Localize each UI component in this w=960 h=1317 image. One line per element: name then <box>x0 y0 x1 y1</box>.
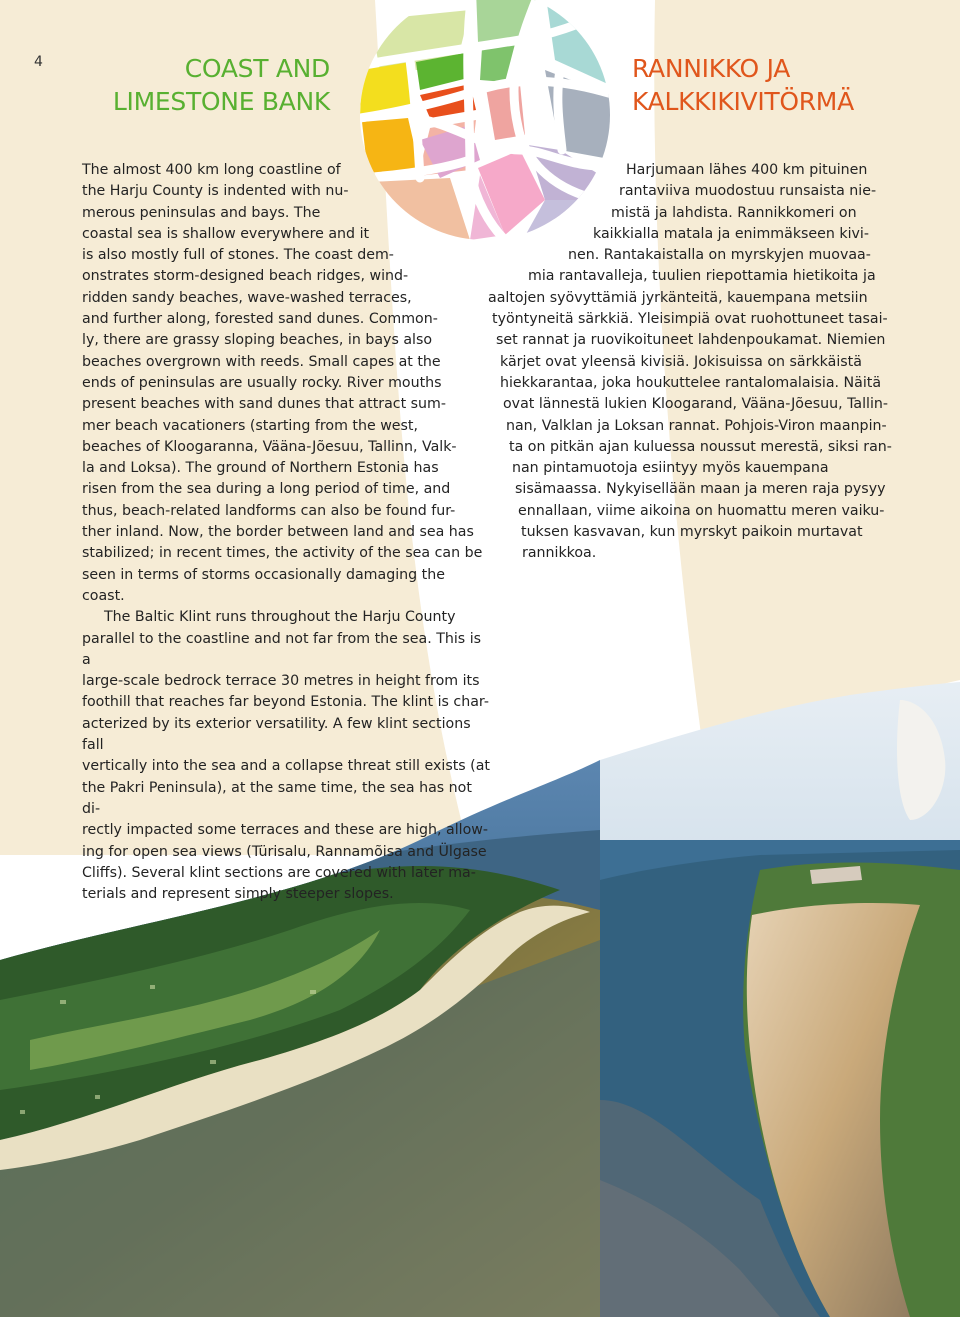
finnish-line: ovat lännestä lukien Kloogarand, Vääna-Jõesuu, Tallin- <box>503 396 889 413</box>
finnish-line: set rannat ja ruovikoituneet lahdenpoukamat. Niemien <box>496 332 886 349</box>
paragraph-baltic-klint: The Baltic Klint runs throughout the Harju County parallel to the coastline and not far from the sea. This is a large-scale bedrock terrace 30 metres in height from its foothill that reaches far beyond Estonia. The klint is char- acterized by its exterior versatility. A few klint sections fall vertically into the sea and a collapse threat still exists (at the Pakri Peninsula), at the same time, the sea has not di- rectly impacted some terraces and these are high, allow- ing for open sea views (Türisalu, Rannamõisa and Ülgase Cliffs). Several klint sections are covered with later ma- terials and represent simply steeper slopes. <box>82 609 490 903</box>
finnish-line: hiekkarantaa, joka houkuttelee rantalomalaisia. Näitä <box>500 374 882 391</box>
finnish-line: aaltojen syövyttämiä jyrkänteitä, kauempana metsiin <box>488 289 868 306</box>
finnish-line: ennallaan, viime aikoina on huomattu meren vaiku- <box>518 502 885 519</box>
finnish-line: nan, Valklan ja Loksan rannat. Pohjois-Viron maanpin- <box>506 417 887 434</box>
page-number: 4 <box>34 54 43 70</box>
finnish-line: ta on pitkän ajan kuluessa noussut merestä, siksi ran- <box>509 438 892 455</box>
finnish-line: nan pintamuotoja esiintyy myös kauempana <box>512 460 829 477</box>
body-text-english <box>82 160 492 905</box>
finnish-line: nen. Rantakaistalla on myrskyjen muovaa- <box>568 247 871 264</box>
finnish-line: työntyneitä särkkiä. Yleisimpiä ovat ruohottuneet tasai- <box>492 311 888 328</box>
finnish-line: kärjet ovat yleensä kivisiä. Jokisuissa on särkkäistä <box>500 353 862 370</box>
finnish-line: mia rantavalleja, tuulien riepottamia hietikoita ja <box>528 268 876 285</box>
finnish-line: rantaviiva muodostuu runsaista nie- <box>619 183 877 200</box>
paragraph-coastline: The almost 400 km long coastline of the Harju County is indented with nu- merous peninsulas and bays. The coastal sea is shallow everywhere and it is also mostly full of stones. The coast dem- onstrates storm-designed beach ridges, wind- ridden sandy beaches, wave-washed terraces, and further along, forested sand dunes. Common- ly, there are grassy sloping beaches, in bays also beaches overgrown with reeds. Small capes at the ends of peninsulas are usually rocky. River mouths present beaches with sand dunes that attract sum- mer beach vacationers (starting from the west, beaches of Kloogaranna, Vääna-Jõesuu, Tallinn, Valk- la and Loksa). The ground of Northern Estonia has risen from the sea during a long period of time, and thus, beach-related landforms can also be found fur- ther inland. Now, the border between land and sea has stabilized; in recent times, the activity of the sea can be seen in terms of storms occasionally damaging the coast. <box>82 162 483 604</box>
finnish-line: kaikkialla matala ja enimmäkseen kivi- <box>593 225 869 242</box>
finnish-line: Harjumaan lähes 400 km pituinen <box>626 162 868 178</box>
finnish-line: tuksen kasvavan, kun myrskyt paikoin murtavat <box>521 524 863 541</box>
heading-finnish: RANNIKKO JA KALKKIKIVITÖRMÄ <box>632 54 854 116</box>
finnish-line: mistä ja lahdista. Rannikkomeri on <box>611 204 857 221</box>
body-text-finnish <box>440 160 892 565</box>
finnish-line: sisämaassa. Nykyisellään maan ja meren raja pysyy <box>515 481 886 498</box>
finnish-line: rannikkoa. <box>522 545 597 562</box>
heading-english: COAST AND LIMESTONE BANK <box>112 54 330 116</box>
